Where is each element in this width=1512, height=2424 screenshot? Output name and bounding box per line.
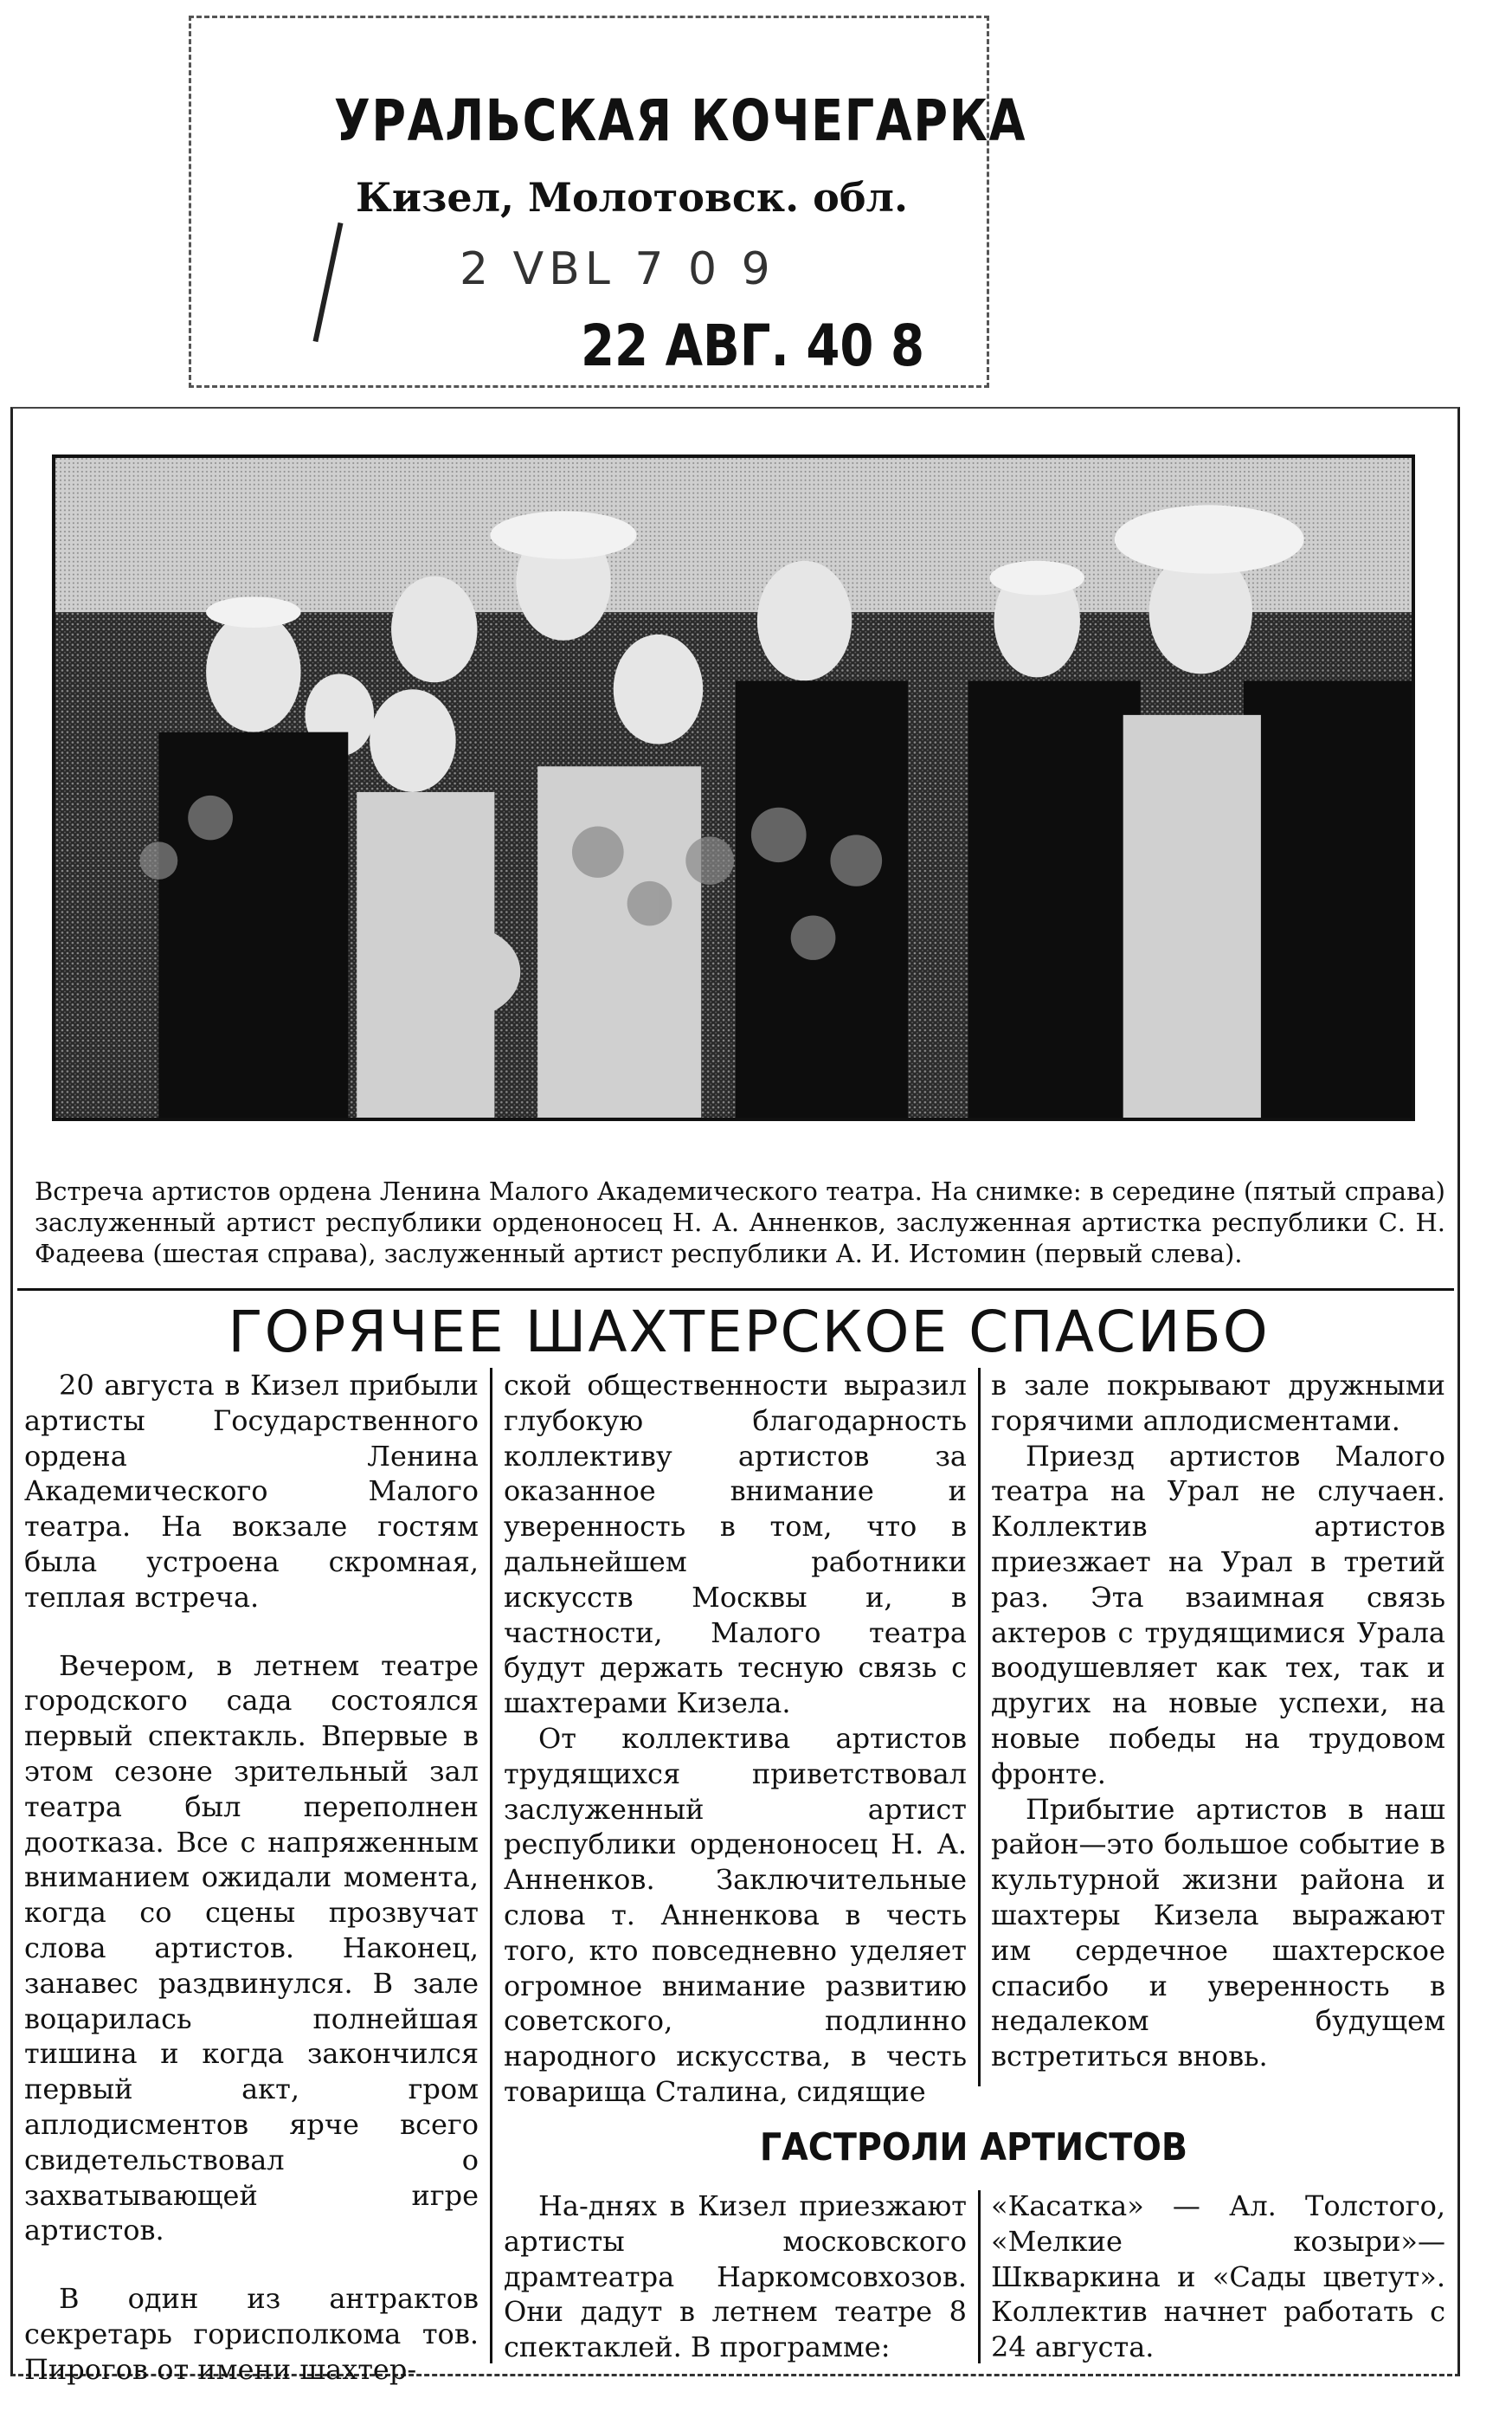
photo-caption: Встреча артистов ордена Ленина Малого Академического театра. На снимке: в середине (пятый справа) заслуженный артист республики орденоносец Н. А. Анненков, заслуженная артистка республики С. Н. Фадеева (шестая справа), заслуженный артист республики А. И. Истомин (первый слева). [35,1177,1445,1268]
tour-column-right [991,2189,1445,2365]
paragraph: На-днях в Кизел приезжают артисты московского драмтеатра Наркомсовхозов. Они дадут в летнем театре 8 спектаклей. В программе: [504,2189,967,2364]
paragraph: ской общественности выразил глубокую благодарность коллективу артистов за оказанное внимание и уверенность в том, что в дальнейшем работники искусств Москвы и, в частности, Малого театра будут держать тесную связь с шахтерами Кизела. [504,1369,967,1720]
article-column-3 [991,1368,1445,2074]
photo-image [55,458,1412,1118]
paragraph: Вечером, в летнем театре городского сада состоялся первый спектакль. Впервые в этом сезоне зрительный зал театра был переполнен доотказа. Все с напряженным вниманием ожидали момента, когда со сцены прозвучат слова артистов. Наконец, занавес раздвинулся. В зале воцарилась полнейшая тишина и когда закончился первый акт, гром аплодисментов ярче всего свидетельствовал о захватывающей игре артистов. [24,1648,479,2247]
tour-column-left [504,2189,967,2365]
group-photograph [52,455,1415,1121]
paragraph: в зале покрывают дружными горячими аплодисментами. [991,1369,1445,1437]
stamp-date-main: 22 АВГ. 40 8 [581,313,925,379]
column-divider [978,1368,981,2086]
column-divider [490,1368,492,2363]
paragraph: 20 августа в Кизел прибыли артисты Государственного ордена Ленина Академического Малого театра. На вокзале гостям была устроена скромная, теплая встреча. [24,1369,479,1614]
paragraph: В один из антрактов секретарь горисполкома тов. Пирогов от имени шахтер- [24,2282,479,2386]
paragraph: От коллектива артистов трудящихся приветствовал заслуженный артист республики орденоносец Н. А. Анненков. Заключительные слова т. Анненкова в честь того, кто повседневно уделяет огромное внимание развитию советского, подлинно народного искусства, в честь товарища Сталина, сидящие [504,1721,967,2108]
article-headline: ГОРЯЧЕЕ ШАХТЕРСКОЕ СПАСИБО [228,1299,1270,1365]
article-column-2 [504,1368,967,2110]
column-divider [978,2190,981,2363]
stamp-date-top: 2 VBL 7 0 9 [460,243,775,295]
paragraph: Прибытие артистов в наш район—это большое событие в культурной жизни района и шахтеры Кизела выражают им сердечное шахтерское спасибо и уверенность в недалеком будущем встретиться вновь. [991,1792,1445,2073]
paragraph: «Касатка» — Ал. Толстого, «Мелкие козыри»—Шкваркина и «Сады цветут». Коллектив начнет работать с 24 августа. [991,2189,1445,2364]
newspaper-stamp [189,16,1027,388]
stamp-place: Кизел, Молотовск. обл. [356,174,908,221]
tour-headline: ГАСТРОЛИ АРТИСТОВ [759,2125,1188,2169]
stamp-newspaper-title: УРАЛЬСКАЯ КОЧЕГАРКА [334,87,1027,154]
paragraph: Приезд артистов Малого театра на Урал не случаен. Коллектив артистов приезжает на Урал в третий раз. Эта взаимная связь актеров с трудящимися Урала воодушевляет как тех, так и других на новые успехи, на новые победы на трудовом фронте. [991,1439,1445,1790]
article-column-1 [24,1368,479,2388]
caption-rule [17,1288,1454,1291]
stamp-handwritten-mark [313,222,344,342]
